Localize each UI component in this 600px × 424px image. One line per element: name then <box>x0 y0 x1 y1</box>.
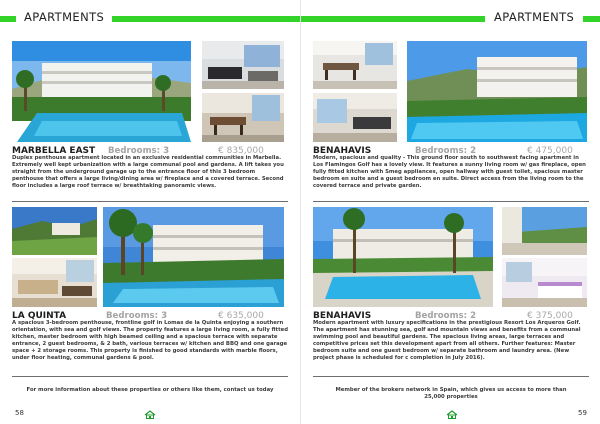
listing-description-benahavis-1: Modern, spacious and quality - This ground floor south to southwest facing apartment in Los Flamingos Golf has a lovely view. It features a sunny living room w/ gas fireplace, open fully fitted kitchen with Smeg appliances, open hallway with guest toilet, spacious master bedroom en suite and a guest bedroom en suite. Direct access from the living room to the covered terrace and private garden. <box>313 155 586 190</box>
left-footer-note: For more information about these properties or others like them, contact us today <box>26 387 274 393</box>
house-logo-icon <box>144 410 156 419</box>
marbella-living-photo <box>202 41 284 89</box>
listing-price-benahavis-1: € 475,000 <box>527 146 573 156</box>
listing-price-la-quinta: € 635,000 <box>218 311 264 321</box>
laquinta-interior-photo <box>12 258 97 307</box>
listing-divider <box>313 376 589 377</box>
left-page-title: APARTMENTS <box>24 10 105 24</box>
listing-description-benahavis-2: Modern apartment with luxury specifications in the prestigious Resort Los Arqueros Golf. The apartment has stunning sea, golf and mountain views and benefits from a communal swimming pool and beautiful gardens. The spacious living areas, large terraces and competitive prices set this development apart from all others. Further features: Master bedroom suite and one guest bedroom w/ separate bathroom and laundry area. (New project phase is scheduled for c completion in July 2016). <box>313 320 581 362</box>
benahavis-resort-pool-photo <box>313 207 493 307</box>
right-header-bar-left <box>301 16 485 22</box>
listing-divider <box>12 376 288 377</box>
marbella-pool-photo <box>12 41 191 142</box>
benahavis-pool-photo <box>407 41 587 142</box>
right-footer-note: Member of the brokers network in Spain, which gives us access to more than 25,000 properties <box>335 387 567 400</box>
listing-title-la-quinta: LA QUINTA <box>12 311 67 321</box>
listing-price-marbella-east: € 835,000 <box>218 146 264 156</box>
left-page-number: 58 <box>15 409 24 417</box>
right-header-bar-right <box>583 16 600 22</box>
marbella-dining-photo <box>202 93 284 142</box>
listing-title-marbella-east: MARBELLA EAST <box>12 146 96 156</box>
left-header-bar-right <box>112 16 300 22</box>
benahavis-terrace-photo <box>502 207 587 255</box>
listing-description-la-quinta: A spacious 3-bedroom penthouse, frontline golf in Lomas de la Quinta enjoying a southern orientation, with sea and golf views. The property features a large living room, a fully fitted kitchen, master bedroom with high beamed ceiling and a spacious terrace with separate entrance, 2 guest bedrooms, & 2 bath, various terraces w/ kitchen and BBQ and one garage space + 2 storage rooms. This property is finished to good standards with marble floors, under floor heating, communal gardens & pool. <box>12 320 288 362</box>
listing-divider <box>313 201 589 202</box>
left-header-bar-left <box>0 16 16 22</box>
benahavis-living-photo <box>313 93 397 142</box>
right-page-number: 59 <box>578 409 587 417</box>
listing-divider <box>12 201 288 202</box>
listing-title-benahavis-2: BENAHAVIS <box>313 311 372 321</box>
listing-bedrooms-marbella-east: Bedrooms: 3 <box>108 146 170 156</box>
listing-bedrooms-la-quinta: Bedrooms: 3 <box>106 311 168 321</box>
right-page <box>300 0 600 424</box>
listing-price-benahavis-2: € 375,000 <box>527 311 573 321</box>
benahavis-dining-photo <box>313 41 397 89</box>
listing-bedrooms-benahavis-1: Bedrooms: 2 <box>415 146 477 156</box>
right-page-title: APARTMENTS <box>494 10 575 24</box>
right-header <box>301 10 600 24</box>
benahavis-bedroom-photo <box>502 258 587 307</box>
laquinta-pool-photo <box>103 207 284 307</box>
left-header <box>0 10 300 24</box>
listing-description-marbella-east: Duplex penthouse apartment located in an exclusive residential communities in Marbella. Extremely well kept urbanization with a large communal pool and gardens. A lift takes you straight from the underground garage up to the entrance floor of this 3 bedroom penthouse that offers a large living/dining area w/ fireplace and a covered terrace. Second floor includes a large roof terrace w/ breathtaking panoramic views. <box>12 155 284 190</box>
house-logo-icon <box>446 410 458 419</box>
listing-bedrooms-benahavis-2: Bedrooms: 2 <box>415 311 477 321</box>
laquinta-garden-photo <box>12 207 97 255</box>
listing-title-benahavis-1: BENAHAVIS <box>313 146 372 156</box>
